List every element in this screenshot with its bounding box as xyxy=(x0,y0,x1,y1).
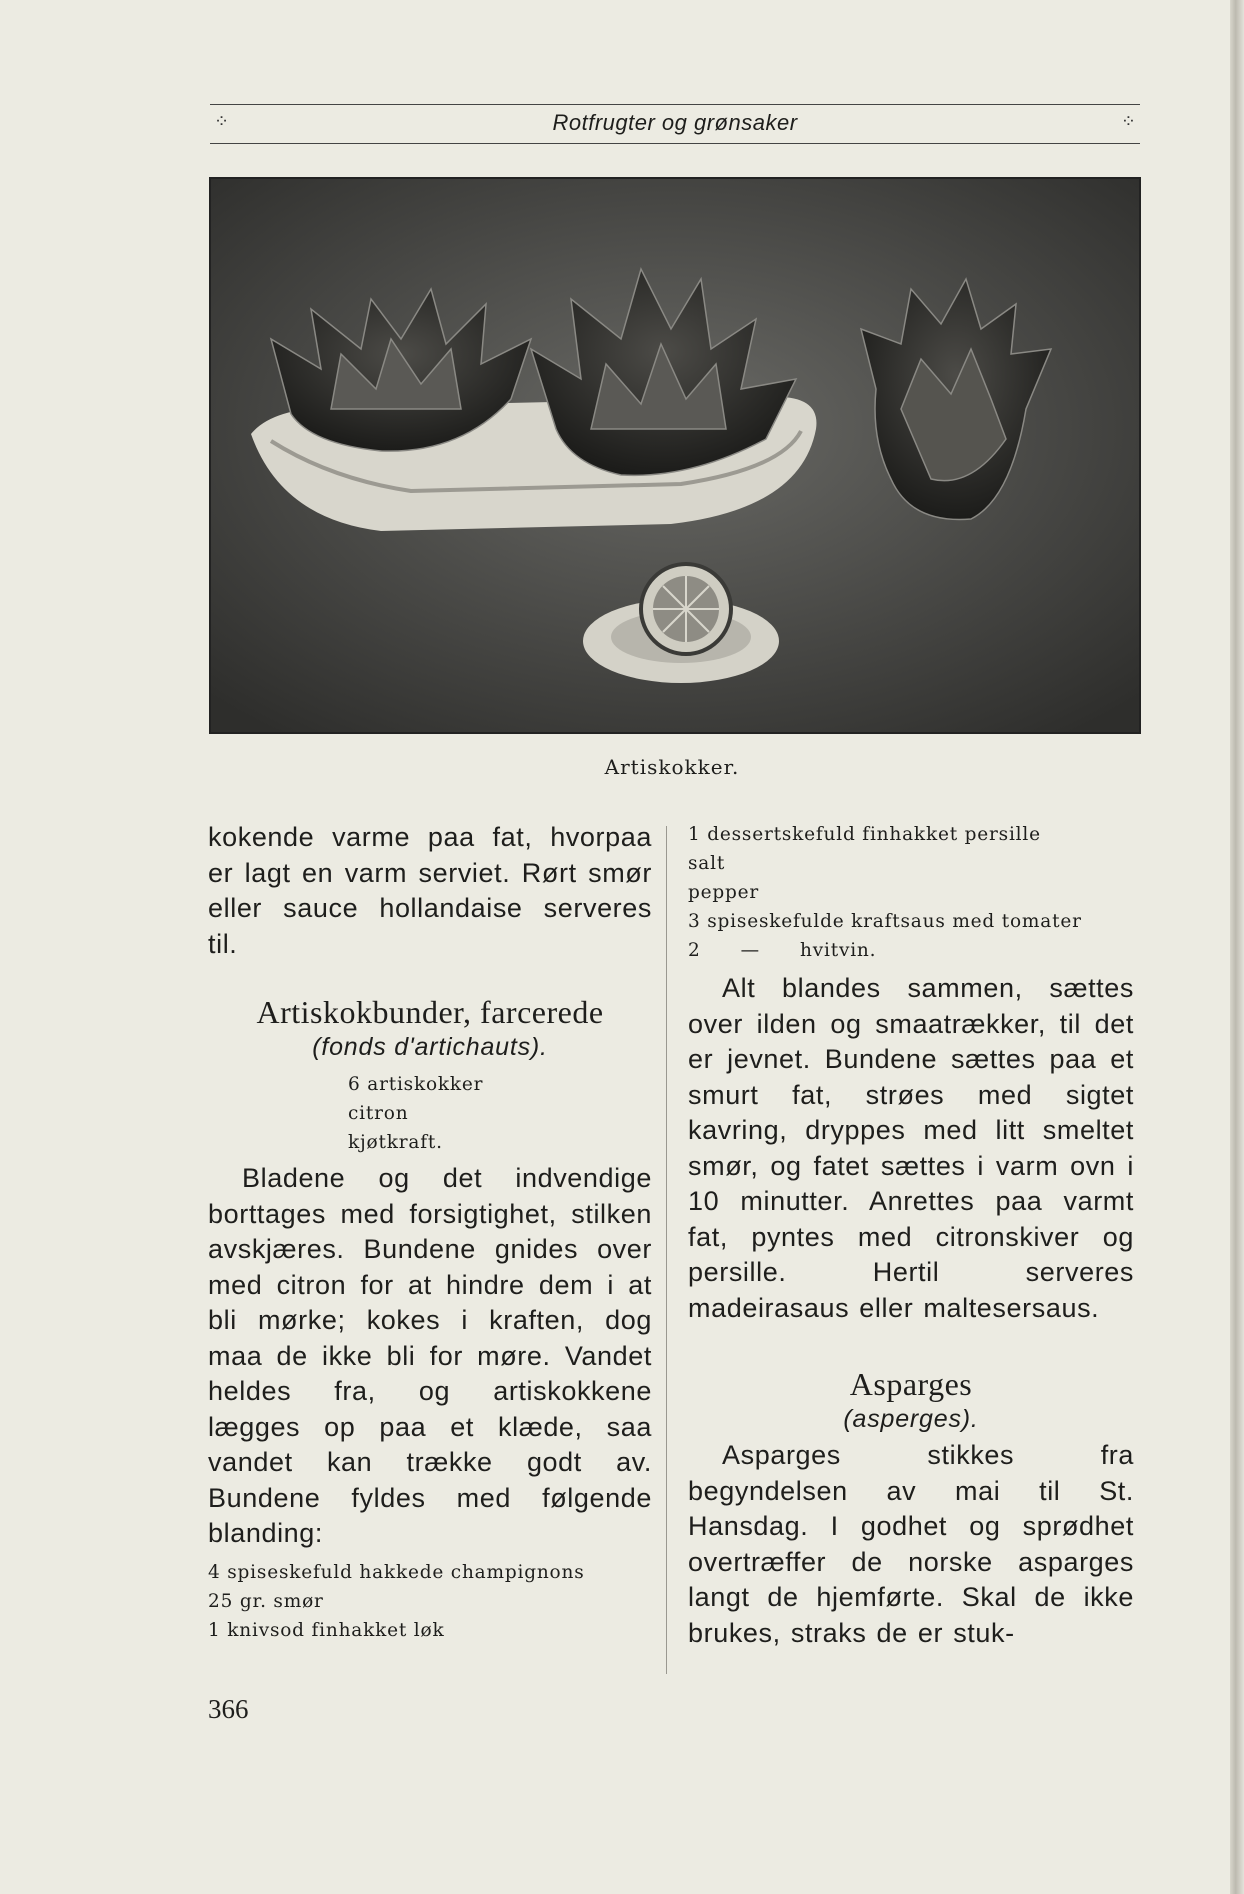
ingredient-item: 3 spiseskefulde kraftsaus med tomater xyxy=(688,911,1082,932)
left-column xyxy=(208,820,652,1645)
section-title-asparges: Asparges xyxy=(849,1366,973,1402)
ingredient-item: 2 — hvitvin. xyxy=(688,940,877,961)
ingredient-list-a xyxy=(208,1070,652,1157)
method-paragraph-continued: Alt blandes sammen, sættes over ilden og smaatrækker, til det er jevnet. Bundene sættes paa et smurt fat, strøes med sigtet kavring, dryppes med litt smeltet smør, og fatet sættes i varm ovn i 10 minutter. Anrettes paa varmt fat, pyntes med citronskiver og persille. Hertil serveres madeirasaus eller maltesersaus. xyxy=(688,973,1134,1323)
artichoke-photo xyxy=(209,177,1141,734)
ingredient-item: 4 spiseskefuld hakkede champignons xyxy=(208,1561,585,1583)
ingredient-item: pepper xyxy=(688,882,760,903)
ingredient-item: 1 knivsod finhakket løk xyxy=(208,1619,445,1641)
running-title: Rotfrugter og grønsaker xyxy=(552,110,798,135)
intro-paragraph: kokende varme paa fat, hvorpaa er lagt en varm serviet. Rørt smør eller sauce hollandaise serveres til. xyxy=(208,822,652,959)
section-subtitle-artiskokbunder: (fonds d'artichauts). xyxy=(312,1033,548,1061)
right-column xyxy=(688,820,1134,1651)
figure-caption: Artiskokker. xyxy=(604,755,740,779)
ingredient-item: salt xyxy=(688,853,726,874)
ingredient-list-b xyxy=(208,1558,652,1645)
ornament-right-icon: ⁘ xyxy=(1120,111,1136,132)
running-header xyxy=(210,104,1140,144)
ingredient-item: 6 artiskokker xyxy=(348,1074,484,1095)
ingredient-item: 25 gr. smør xyxy=(208,1590,324,1612)
column-divider xyxy=(666,826,667,1674)
ornament-left-icon: ⁘ xyxy=(214,111,230,132)
ingredient-list-c xyxy=(688,820,1134,965)
ingredient-item: citron xyxy=(348,1103,409,1124)
page-number: 366 xyxy=(208,1694,249,1724)
asparges-paragraph: Asparges stikkes fra begyndelsen av mai til St. Hansdag. I godhet og sprødhet overtræffer de norske asparges langt de hjemførte. Skal de ikke brukes, straks de er stuk- xyxy=(688,1440,1134,1648)
section-title-artiskokbunder: Artiskokbunder, farcerede xyxy=(256,994,604,1030)
page-edge xyxy=(1230,0,1244,1894)
ingredient-item: kjøtkraft. xyxy=(348,1132,443,1153)
method-paragraph: Bladene og det indvendige borttages med forsigtighet, stilken avskjæres. Bundene gnides over med citron for at hindre dem i at bli mørke; kokes i kraften, dog maa de ikke bli for møre. Vandet heldes fra, og artiskokkene lægges op paa et klæde, saa vandet kan trække godt av. Bundene fyldes med følgende blanding: xyxy=(208,1163,652,1548)
section-subtitle-asparges: (asperges). xyxy=(843,1405,979,1433)
ingredient-item: 1 dessertskefuld finhakket persille xyxy=(688,824,1041,845)
artichoke-photo-graphic xyxy=(211,179,1139,732)
